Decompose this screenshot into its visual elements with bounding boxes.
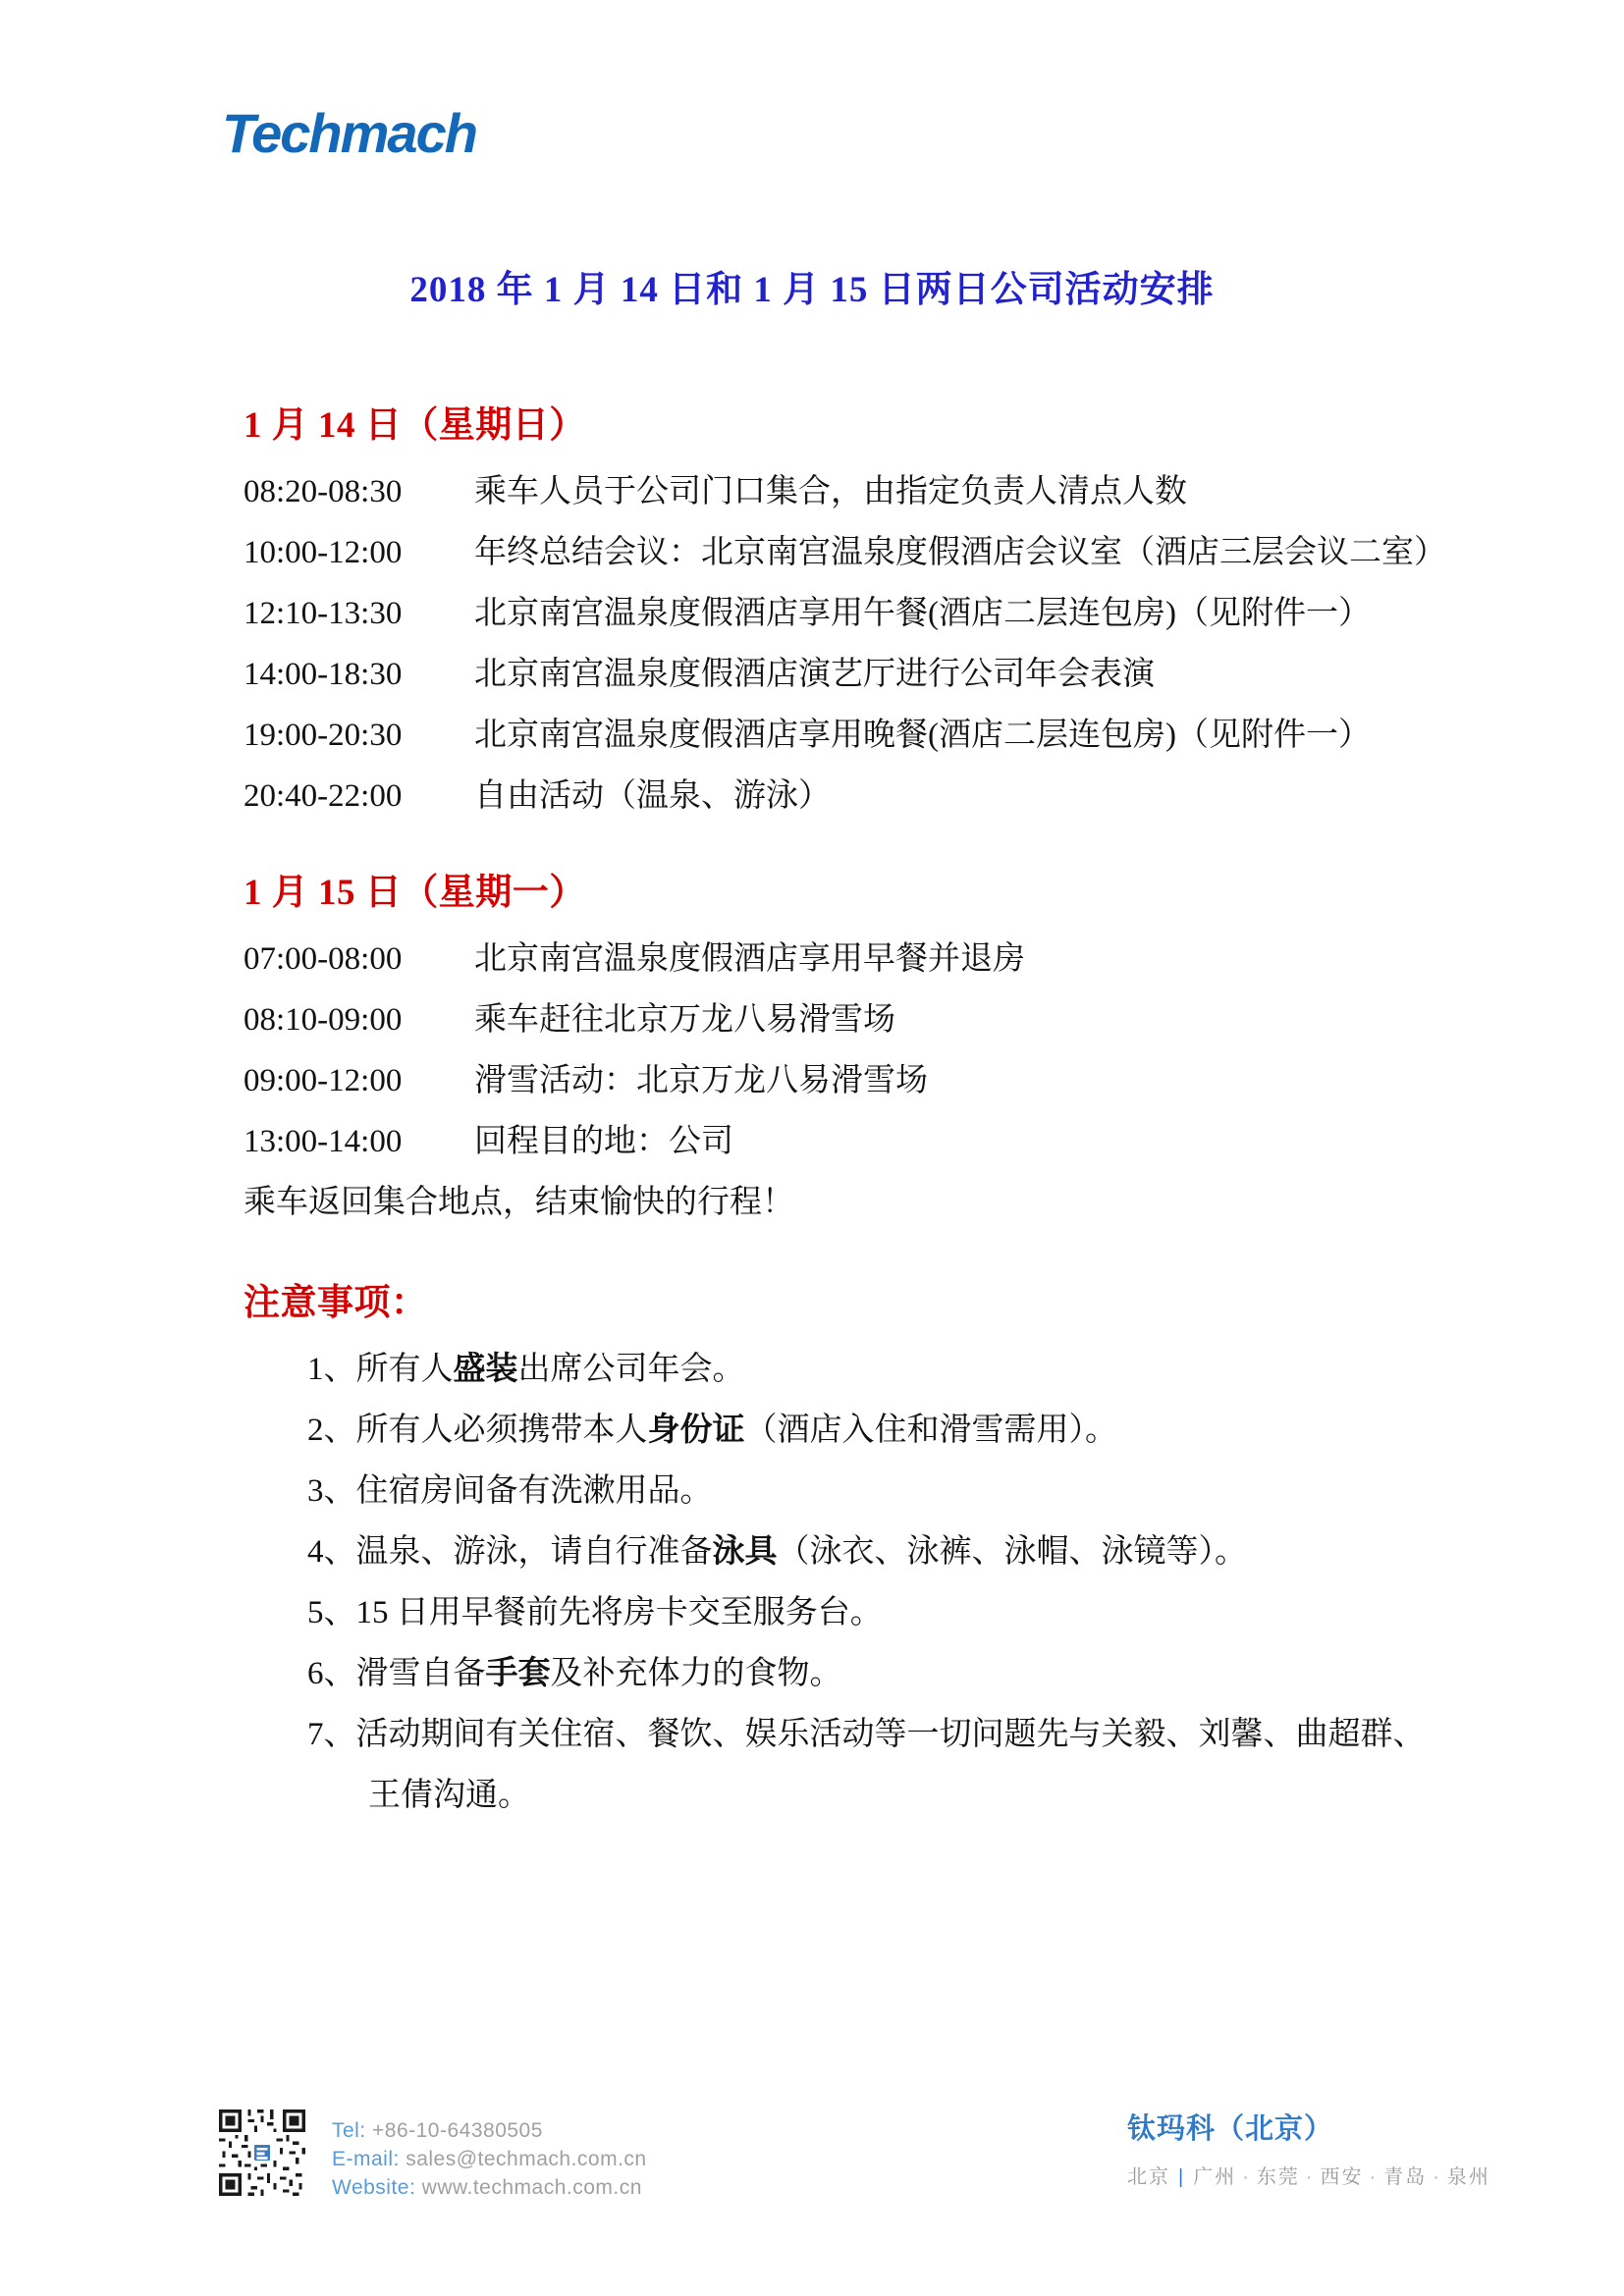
schedule-text: 自由活动（温泉、游泳）: [474, 778, 831, 814]
note-text: 温泉、游泳，请自行准备: [355, 1534, 713, 1570]
note-text: 出席公司年会。: [517, 1352, 745, 1387]
contact-label: Website:: [332, 2176, 422, 2199]
note-number: 5、: [307, 1595, 356, 1630]
contact-value: www.techmach.com.cn: [421, 2176, 642, 2199]
footer-brand-block: [1127, 2112, 1490, 2189]
contact-label: E-mail:: [332, 2148, 406, 2170]
schedule-time: 13:00-14:00: [244, 1124, 403, 1159]
note-item: [307, 1643, 1456, 1704]
city-separator: |: [1178, 2165, 1186, 2188]
city-dot: ·: [1433, 2165, 1441, 2188]
contact-value: +86-10-64380505: [372, 2119, 543, 2142]
schedule-row: [244, 929, 1456, 989]
note-number: 7、: [307, 1717, 356, 1752]
note-item: [307, 1461, 1456, 1522]
note-text: 活动期间有关住宿、餐饮、娱乐活动等一切问题先与关毅、刘馨、曲超群、王倩沟通。: [355, 1717, 1426, 1813]
schedule-text: 回程目的地：公司: [474, 1124, 733, 1159]
city-others: [1193, 2166, 1490, 2188]
schedule-text: 乘车赶往北京万龙八易滑雪场: [474, 1002, 895, 1038]
schedule-row: [244, 1111, 1456, 1172]
city-name: 西安: [1320, 2165, 1364, 2188]
schedule-row: [244, 1050, 1456, 1111]
schedule-text: 北京南宫温泉度假酒店享用晚餐(酒店二层连包房)（见附件一）: [474, 718, 1371, 753]
techmach-logo: Techmach: [222, 102, 476, 164]
notes-heading: 注意事项：: [244, 1283, 428, 1323]
section-day2: [244, 870, 1456, 1233]
note-bold-term: 手套: [485, 1656, 551, 1691]
schedule-time: 12:10-13:30: [244, 596, 403, 631]
schedule-row: [244, 461, 1456, 522]
city-name: 青岛: [1383, 2165, 1428, 2188]
note-number: 1、: [307, 1352, 356, 1387]
note-bold-term: 身份证: [647, 1413, 745, 1448]
schedule-time: 19:00-20:30: [244, 718, 403, 753]
schedule-row: [244, 705, 1456, 766]
city-name: 东莞: [1256, 2165, 1300, 2188]
schedule-time: 07:00-08:00: [244, 941, 403, 977]
note-number: 6、: [307, 1656, 356, 1691]
schedule-text: 年终总结会议：北京南宫温泉度假酒店会议室（酒店三层会议二室）: [474, 535, 1446, 570]
brand-cities: [1127, 2161, 1490, 2189]
section-day1: [244, 402, 1456, 827]
contact-value: sales@techmach.com.cn: [406, 2148, 647, 2170]
document-body: [244, 402, 1456, 1826]
note-item: [307, 1522, 1456, 1582]
note-text: 住宿房间备有洗漱用品。: [355, 1473, 713, 1509]
schedule-text: 北京南宫温泉度假酒店演艺厅进行公司年会表演: [474, 657, 1155, 692]
schedule-text: 滑雪活动：北京万龙八易滑雪场: [474, 1063, 928, 1098]
note-text: （酒店入住和滑雪需用）。: [744, 1413, 1117, 1448]
section-notes: [244, 1280, 1456, 1826]
day1-schedule: [244, 461, 1456, 827]
schedule-time: 09:00-12:00: [244, 1063, 403, 1098]
day2-closing-line: 乘车返回集合地点，结束愉快的行程！: [244, 1185, 794, 1220]
note-text: 滑雪自备: [355, 1656, 486, 1691]
note-item: [307, 1339, 1456, 1400]
day2-heading: 1 月 15 日（星期一）: [244, 873, 586, 913]
note-bold-term: 泳具: [712, 1534, 778, 1570]
contact-line: [332, 2173, 647, 2202]
schedule-text: 北京南宫温泉度假酒店享用午餐(酒店二层连包房)（见附件一）: [474, 596, 1371, 631]
schedule-time: 20:40-22:00: [244, 778, 403, 814]
day2-schedule: [244, 929, 1456, 1172]
schedule-time: 14:00-18:30: [244, 657, 403, 692]
contact-line: [332, 2116, 647, 2145]
note-text: （泳衣、泳裤、泳帽、泳镜等）。: [777, 1534, 1247, 1570]
city-primary: 北京: [1127, 2165, 1170, 2188]
schedule-text: 北京南宫温泉度假酒店享用早餐并退房: [474, 941, 1025, 977]
contact-line: [332, 2145, 647, 2173]
contact-lines: [332, 2116, 647, 2202]
note-text: 15 日用早餐前先将房卡交至服务台。: [355, 1595, 883, 1630]
notes-list: [244, 1339, 1456, 1826]
note-number: 3、: [307, 1473, 356, 1509]
schedule-row: [244, 989, 1456, 1050]
note-text: 及补充体力的食物。: [550, 1656, 842, 1691]
note-bold-term: 盛装: [453, 1352, 518, 1387]
schedule-text: 乘车人员于公司门口集合，由指定负责人清点人数: [474, 474, 1187, 509]
contact-label: Tel:: [332, 2119, 373, 2142]
note-item: [307, 1400, 1456, 1461]
note-number: 4、: [307, 1534, 356, 1570]
schedule-row: [244, 766, 1456, 827]
city-dot: ·: [1305, 2165, 1315, 2188]
brand-name: 钛玛科（北京）: [1127, 2113, 1334, 2145]
city-dot: ·: [1242, 2165, 1251, 2188]
city-name: 泉州: [1446, 2165, 1490, 2188]
page-title: 2018 年 1 月 14 日和 1 月 15 日两日公司活动安排: [409, 270, 1215, 310]
footer-contact-block: [216, 2107, 647, 2202]
schedule-time: 08:10-09:00: [244, 1002, 403, 1038]
qr-code-icon: [216, 2107, 308, 2199]
schedule-time: 10:00-12:00: [244, 535, 403, 570]
day1-heading: 1 月 14 日（星期日）: [244, 405, 586, 446]
schedule-time: 08:20-08:30: [244, 474, 403, 509]
schedule-row: [244, 583, 1456, 644]
schedule-row: [244, 522, 1456, 583]
note-item: [307, 1704, 1456, 1826]
note-item: [307, 1582, 1456, 1643]
schedule-row: [244, 644, 1456, 705]
note-text: 所有人: [355, 1352, 454, 1387]
city-name: 广州: [1193, 2165, 1237, 2188]
city-dot: ·: [1369, 2165, 1379, 2188]
note-number: 2、: [307, 1413, 356, 1448]
note-text: 所有人必须携带本人: [355, 1413, 648, 1448]
